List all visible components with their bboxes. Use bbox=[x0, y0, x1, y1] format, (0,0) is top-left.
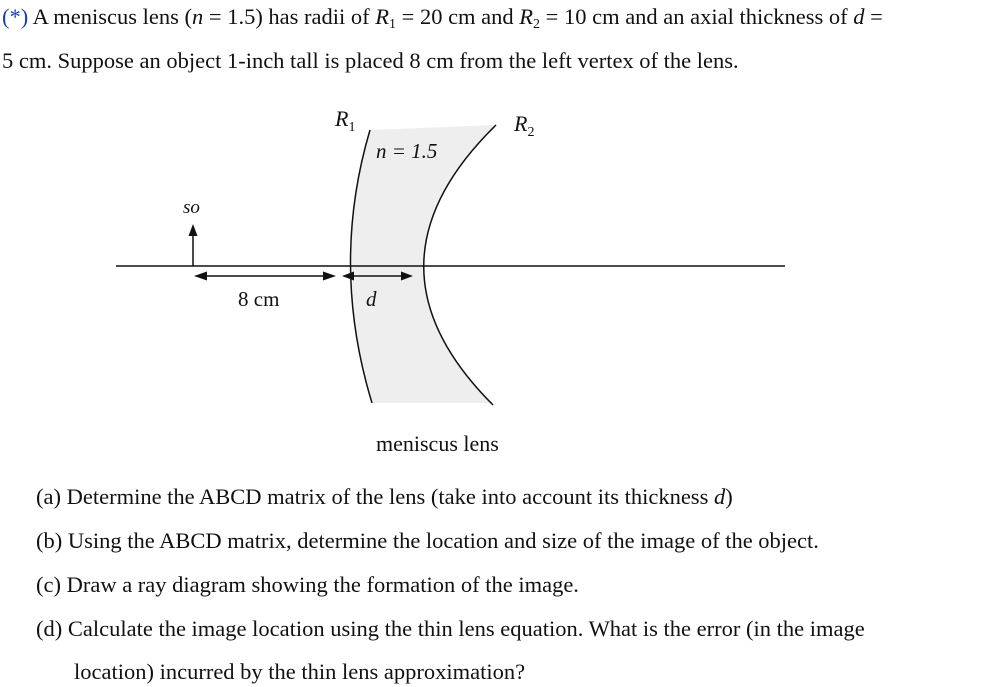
r1-label: $R_1$ bbox=[335, 106, 356, 135]
distance-arrow-right bbox=[323, 272, 336, 281]
question-c: (c) Draw a ray diagram showing the formation of the image. bbox=[36, 572, 579, 597]
diagram-caption: meniscus lens bbox=[376, 431, 499, 456]
question-b: (b) Using the ABCD matrix, determine the location and size of the image of the object. bbox=[36, 528, 819, 553]
question-d-line-1: (d) Calculate the image location using the thin lens equation. What is the error (in the image bbox=[36, 616, 865, 641]
object-arrow-head bbox=[189, 224, 198, 236]
thickness-label: d bbox=[366, 287, 377, 311]
distance-arrow-left bbox=[194, 272, 207, 281]
question-a: (a) Determine the ABCD matrix of the lens (take into account its thickness d) bbox=[36, 484, 733, 509]
refractive-index-label: n = 1.5 bbox=[376, 139, 438, 163]
problem-intro-line-1: (*) A meniscus lens (n = 1.5) has radii of $R_1 = 20$ cm and $R_2 = 10$ cm and an axial thickness of d = bbox=[2, 4, 883, 32]
distance-label: 8 cm bbox=[238, 287, 280, 311]
star-marker: (*) bbox=[2, 4, 29, 29]
problem-intro-line-2: 5 cm. Suppose an object 1-inch tall is placed 8 cm from the left vertex of the lens. bbox=[2, 48, 739, 73]
thickness-arrow-left bbox=[342, 272, 354, 281]
object-label: so bbox=[183, 197, 200, 218]
r2-label: $R_2$ bbox=[514, 111, 535, 140]
question-d-line-2: location) incurred by the thin lens approximation? bbox=[74, 659, 526, 684]
